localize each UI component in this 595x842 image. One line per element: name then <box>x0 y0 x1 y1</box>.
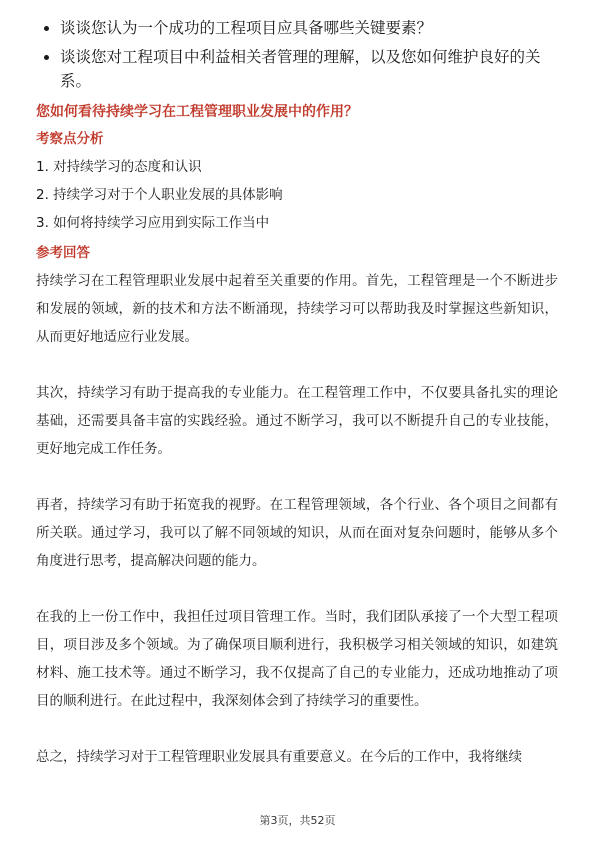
answer-paragraph: 再者，持续学习有助于拓宽我的视野。在工程管理领域，各个行业、各个项目之间都有所关联。通过学习，我可以了解不同领域的知识，从而在面对复杂问题时，能够从多个角度进行思考，提高解决问题的能力。 <box>36 497 558 569</box>
bullet-item: 谈谈您对工程项目中利益相关者管理的理解，以及您如何维护良好的关系。 <box>60 45 558 93</box>
question-bullet-list <box>36 16 558 93</box>
analysis-points <box>36 153 558 237</box>
answer-paragraph: 总之，持续学习对于工程管理职业发展具有重要意义。在今后的工作中，我将继续 <box>36 749 522 765</box>
analysis-heading: 考察点分析 <box>36 131 104 147</box>
answer-paragraph: 在我的上一份工作中，我担任过项目管理工作。当时，我们团队承接了一个大型工程项目，项目涉及多个领域。为了确保项目顺利进行，我积极学习相关领域的知识，如建筑材料、施工技术等。通过不断学习，我不仅提高了自己的专业能力，还成功地推动了项目的顺利进行。在此过程中，我深刻体会到了持续学习的重要性。 <box>36 609 558 709</box>
question-title: 您如何看待持续学习在工程管理职业发展中的作用？ <box>36 104 358 120</box>
analysis-point: 3. 如何将持续学习应用到实际工作当中 <box>36 215 270 231</box>
answer-paragraph: 其次，持续学习有助于提高我的专业能力。在工程管理工作中，不仅要具备扎实的理论基础，还需要具备丰富的实践经验。通过不断学习，我可以不断提升自己的专业技能，更好地完成工作任务。 <box>36 385 558 457</box>
bullet-item: 谈谈您认为一个成功的工程项目应具备哪些关键要素？ <box>60 16 558 40</box>
answer-heading: 参考回答 <box>36 245 90 261</box>
answer-paragraph: 持续学习在工程管理职业发展中起着至关重要的作用。首先，工程管理是一个不断进步和发展的领域，新的技术和方法不断涌现，持续学习可以帮助我及时掌握这些新知识，从而更好地适应行业发展。 <box>36 273 558 345</box>
page-content <box>36 16 558 799</box>
analysis-point: 2. 持续学习对于个人职业发展的具体影响 <box>36 187 283 203</box>
analysis-point: 1. 对持续学习的态度和认识 <box>36 159 202 175</box>
page-number-footer: 第3页，共52页 <box>259 814 336 827</box>
